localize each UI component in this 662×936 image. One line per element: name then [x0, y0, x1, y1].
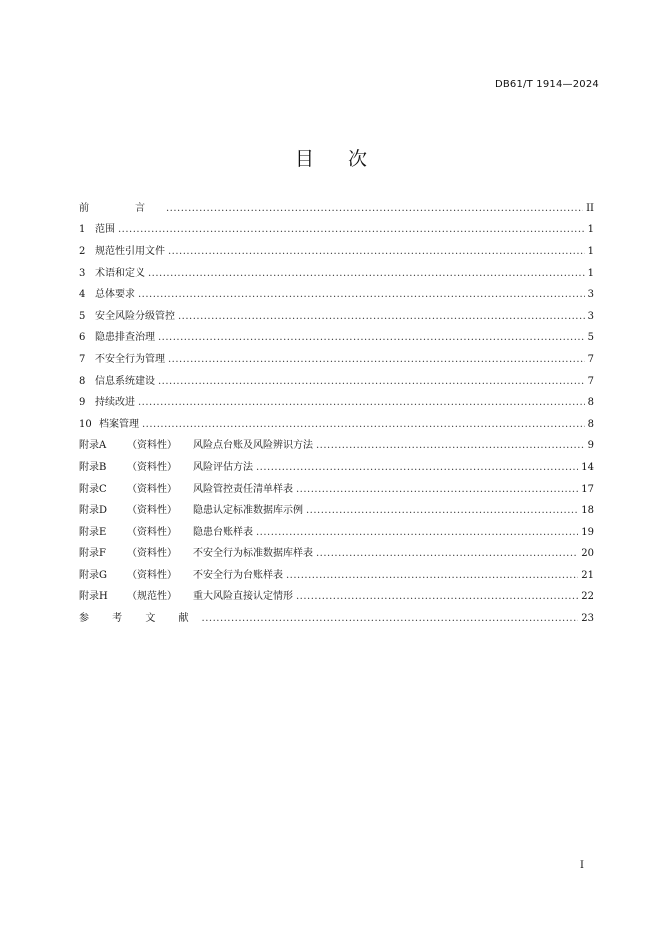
toc-entry-page: 1	[587, 267, 594, 279]
toc-entry-page: 23	[581, 613, 594, 625]
appendix-category: （规范性）	[127, 591, 177, 603]
appendix-title: 重大风险直接认定情形	[193, 591, 293, 603]
toc-entry-references[interactable]	[79, 608, 594, 630]
toc-entry-label: 范围	[95, 224, 115, 236]
toc-entry[interactable]	[79, 241, 594, 263]
toc-entry-page: 1	[587, 224, 594, 236]
appendix-title: 风险评估方法	[193, 461, 253, 473]
toc-entry-page: 8	[587, 397, 594, 409]
toc-entry-label: 总体要求	[95, 289, 135, 301]
toc-entry-number: 3	[79, 267, 86, 279]
appendix-title: 风险管控责任清单样表	[193, 483, 293, 495]
table-of-contents	[79, 198, 594, 630]
toc-entry-page: II	[586, 202, 594, 214]
toc-entry-number: 4	[79, 289, 86, 301]
dot-leader	[168, 247, 585, 257]
toc-entry-page: 22	[581, 591, 594, 603]
toc-entry-label: 持续改进	[95, 397, 135, 409]
toc-entry-number: 9	[79, 397, 86, 409]
toc-entry[interactable]	[79, 392, 594, 414]
appendix-category: （资料性）	[127, 569, 177, 581]
toc-entry-number: 7	[79, 353, 86, 365]
toc-entry-page: 21	[581, 569, 594, 581]
toc-entry-page: 3	[587, 289, 594, 301]
toc-title	[0, 144, 662, 171]
toc-appendix-entry[interactable]	[79, 587, 594, 609]
dot-leader	[296, 485, 578, 495]
dot-leader	[118, 225, 585, 235]
dot-leader	[316, 549, 578, 559]
toc-appendix-entry[interactable]	[79, 500, 594, 522]
toc-entry-number: 1	[79, 224, 86, 236]
toc-entry-page: 5	[587, 332, 594, 344]
appendix-id: 附录A	[79, 440, 107, 452]
dot-leader	[158, 333, 585, 343]
dot-leader	[286, 571, 578, 581]
toc-entry[interactable]	[79, 349, 594, 371]
toc-entry-page: 14	[581, 461, 594, 473]
dot-leader	[256, 463, 578, 473]
dot-leader	[256, 528, 578, 538]
appendix-id: 附录E	[79, 526, 107, 538]
toc-entry-label: 前 言	[79, 202, 163, 214]
toc-entry-number: 10	[79, 418, 92, 430]
toc-entry[interactable]	[79, 328, 594, 350]
toc-appendix-entry[interactable]	[79, 544, 594, 566]
toc-entry-page: 17	[581, 483, 594, 495]
appendix-category: （资料性）	[127, 548, 177, 560]
toc-entry-label: 隐患排查治理	[95, 332, 155, 344]
appendix-category: （资料性）	[127, 483, 177, 495]
appendix-id: 附录B	[79, 461, 107, 473]
dot-leader	[168, 355, 585, 365]
toc-entry-number: 2	[79, 245, 86, 257]
appendix-id: 附录H	[79, 591, 108, 603]
toc-entry-number: 8	[79, 375, 86, 387]
appendix-title: 风险点台账及风险辨识方法	[193, 440, 313, 452]
document-identifier: DB61/T 1914—2024	[494, 79, 599, 90]
dot-leader	[138, 290, 585, 300]
dot-leader	[202, 614, 579, 624]
toc-entry-page: 20	[581, 548, 594, 560]
appendix-category: （资料性）	[127, 505, 177, 517]
appendix-title: 不安全行为台账样表	[193, 569, 283, 581]
toc-entry[interactable]	[79, 263, 594, 285]
toc-entry[interactable]	[79, 220, 594, 242]
dot-leader	[148, 269, 585, 279]
toc-entry-page: 8	[587, 418, 594, 430]
toc-entry-label: 术语和定义	[95, 267, 145, 279]
toc-entry-number: 5	[79, 310, 86, 322]
toc-entry-page: 1	[587, 245, 594, 257]
toc-appendix-entry[interactable]	[79, 479, 594, 501]
appendix-title: 隐患认定标准数据库示例	[193, 505, 303, 517]
toc-entry-label: 信息系统建设	[95, 375, 155, 387]
toc-appendix-entry[interactable]	[79, 436, 594, 458]
toc-entry[interactable]	[79, 284, 594, 306]
appendix-id: 附录F	[79, 548, 106, 560]
appendix-id: 附录C	[79, 483, 107, 495]
toc-entry-page: 7	[587, 375, 594, 387]
toc-entry-label: 安全风险分级管控	[95, 310, 175, 322]
dot-leader	[158, 377, 585, 387]
dot-leader	[296, 592, 578, 602]
toc-entry-label: 不安全行为管理	[95, 353, 165, 365]
toc-entry-foreword[interactable]	[79, 198, 594, 220]
appendix-id: 附录G	[79, 569, 107, 581]
appendix-category: （资料性）	[127, 461, 177, 473]
toc-entry-page: 3	[587, 310, 594, 322]
appendix-id: 附录D	[79, 505, 108, 517]
toc-appendix-entry[interactable]	[79, 565, 594, 587]
toc-title-char-2: 次	[348, 148, 368, 170]
toc-entry-page: 9	[587, 440, 594, 452]
dot-leader	[306, 506, 578, 516]
toc-entry-label: 参 考 文 献	[79, 613, 199, 625]
dot-leader	[178, 312, 585, 322]
appendix-title: 隐患台账样表	[193, 526, 253, 538]
toc-entry-page: 18	[581, 505, 594, 517]
toc-entry-label: 档案管理	[99, 418, 139, 430]
toc-entry-label: 规范性引用文件	[95, 245, 165, 257]
dot-leader	[166, 204, 583, 214]
dot-leader	[138, 398, 585, 408]
toc-appendix-entry[interactable]	[79, 522, 594, 544]
toc-entry[interactable]	[79, 414, 594, 436]
toc-entry[interactable]	[79, 371, 594, 393]
toc-entry[interactable]	[79, 306, 594, 328]
toc-entry-page: 7	[587, 353, 594, 365]
toc-appendix-entry[interactable]	[79, 457, 594, 479]
toc-title-char-1: 目	[294, 148, 314, 170]
dot-leader	[142, 420, 585, 430]
dot-leader	[316, 441, 585, 451]
appendix-category: （资料性）	[127, 440, 177, 452]
page-number: I	[580, 860, 584, 871]
appendix-title: 不安全行为标准数据库样表	[193, 548, 313, 560]
toc-entry-number: 6	[79, 332, 86, 344]
appendix-category: （资料性）	[127, 526, 177, 538]
toc-entry-page: 19	[581, 526, 594, 538]
